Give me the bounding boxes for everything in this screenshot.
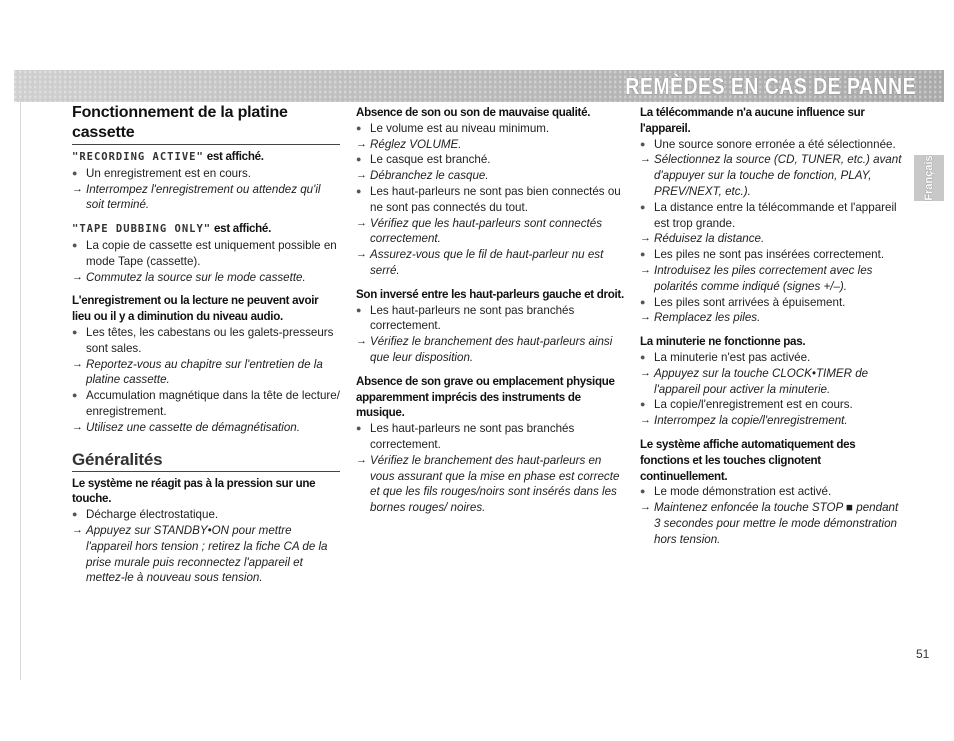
arrow-icon: → <box>72 420 83 433</box>
remedy-item <box>72 523 340 586</box>
item-text: Réglez VOLUME. <box>370 137 462 151</box>
item-list <box>72 325 340 436</box>
item-text: Appuyez sur STANDBY•ON pour mettre l'appareil hors tension ; retirez la fiche CA de la prise murale puis reconnectez l'appareil et mettez-le à nouveau sous tension. <box>86 523 328 585</box>
column-2 <box>356 103 626 516</box>
arrow-icon: → <box>356 137 367 150</box>
arrow-icon: → <box>640 366 651 379</box>
item-text: Vérifiez le branchement des haut-parleurs ainsi que leur disposition. <box>370 335 613 364</box>
remedy-item <box>356 247 626 279</box>
language-tab <box>914 155 944 201</box>
arrow-icon: → <box>356 335 367 348</box>
item-text: Commutez la source sur le mode cassette. <box>86 270 306 284</box>
bullet-icon: ● <box>640 249 646 260</box>
arrow-icon: → <box>356 169 367 182</box>
arrow-icon: → <box>72 357 83 370</box>
arrow-icon: → <box>356 248 367 261</box>
item-text: La minuterie n'est pas activée. <box>654 350 811 364</box>
cause-item <box>356 421 626 453</box>
arrow-icon: → <box>640 232 651 245</box>
item-list <box>356 303 626 366</box>
bullet-icon: ● <box>640 296 646 307</box>
item-list <box>72 238 340 285</box>
remedy-item <box>356 334 626 366</box>
bullet-icon: ● <box>72 239 78 250</box>
header-banner <box>14 70 944 102</box>
problem-heading-text: est affiché. <box>203 150 264 163</box>
item-list <box>356 421 626 516</box>
item-text: Décharge électrostatique. <box>86 508 219 522</box>
item-text: Interrompez l'enregistrement ou attendez qu'il soit terminé. <box>86 182 321 212</box>
item-text: Assurez-vous que le fil de haut-parleur nu est serré. <box>370 248 604 277</box>
problem-heading: L'enregistrement ou la lecture ne peuvent avoir lieu ou il y a diminution du niveau audio. <box>72 294 319 324</box>
arrow-icon: → <box>640 311 651 324</box>
column-3 <box>640 103 902 548</box>
item-text: Débranchez le casque. <box>370 169 489 183</box>
problem-heading-text: est affiché. <box>211 222 271 236</box>
item-text: Les haut-parleurs ne sont pas bien connectés ou ne sont pas connectés du tout. <box>370 184 621 214</box>
cause-item <box>640 247 902 263</box>
bullet-icon: ● <box>356 185 362 196</box>
remedy-item <box>640 231 902 247</box>
item-text: Vérifiez le branchement des haut-parleurs en vous assurant que la mise en phase est correcte et que les fils rouges/noirs sont insérés dans les bornes rouges/ noires. <box>370 453 620 515</box>
problem-heading: Le système affiche automatiquement des fonctions et les touches clignotent continuellement. <box>640 437 856 483</box>
item-text: Accumulation magnétique dans la tête de lecture/ enregistrement. <box>86 389 340 418</box>
problem-heading: Le système ne réagit pas à la pression sur une touche. <box>72 476 316 506</box>
item-text: Sélectionnez la source (CD, TUNER, etc.) avant d'appuyer sur la touche de fonction, PLAY, PREV/NEXT, etc.). <box>654 153 902 198</box>
cause-item <box>356 152 626 168</box>
remedy-item <box>640 413 902 429</box>
bullet-icon: ● <box>640 486 646 497</box>
item-list <box>72 507 340 586</box>
bullet-icon: ● <box>640 351 646 362</box>
cause-item <box>72 507 340 523</box>
problem-heading: Son inversé entre les haut-parleurs gauche et droit. <box>356 287 624 301</box>
remedy-item <box>356 137 626 153</box>
section-heading-cassette: Fonctionnement de la platine cassette <box>72 103 340 145</box>
item-text: Reportez-vous au chapitre sur l'entretien de la platine cassette. <box>86 357 323 387</box>
item-text: La copie/l'enregistrement est en cours. <box>654 398 853 412</box>
cause-item <box>356 184 626 216</box>
problem-heading: Absence de son ou son de mauvaise qualité. <box>356 106 591 119</box>
remedy-item <box>640 152 902 199</box>
problem-heading <box>72 221 340 238</box>
item-list <box>72 166 340 213</box>
item-text: Vérifiez que les haut-parleurs sont connectés correctement. <box>370 216 603 246</box>
arrow-icon: → <box>640 501 651 514</box>
item-text: Le casque est branché. <box>370 153 491 167</box>
cause-item <box>72 166 340 182</box>
item-text: Le volume est au niveau minimum. <box>370 121 550 135</box>
item-text: Les piles sont arrivées à épuisement. <box>654 295 846 309</box>
item-text: Le mode démonstration est activé. <box>654 485 832 499</box>
column-1 <box>72 103 340 586</box>
remedy-item <box>72 182 340 214</box>
item-text: Interrompez la copie/l'enregistrement. <box>654 414 848 428</box>
arrow-icon: → <box>72 182 83 195</box>
bullet-icon: ● <box>72 390 78 401</box>
cause-item <box>72 238 340 270</box>
item-text: Introduisez les piles correctement avec les polarités comme indiqué (signes +/–). <box>654 263 873 293</box>
cause-item <box>356 303 626 335</box>
lcd-message: "TAPE DUBBING ONLY" <box>72 223 212 236</box>
item-text: Un enregistrement est en cours. <box>86 166 251 180</box>
item-text: Une source sonore erronée a été sélectionnée. <box>654 137 896 151</box>
remedy-item <box>640 500 902 547</box>
item-text: La distance entre la télécommande et l'appareil est trop grande. <box>654 200 897 230</box>
remedy-item <box>72 357 340 389</box>
arrow-icon: → <box>356 453 367 466</box>
remedy-item <box>640 366 902 398</box>
page-title: REMÈDES EN CAS DE PANNE <box>625 73 916 99</box>
cause-item <box>640 484 902 500</box>
cause-item <box>640 295 902 311</box>
item-text: Appuyez sur la touche CLOCK•TIMER de l'appareil pour activer la minuterie. <box>654 366 869 396</box>
item-list <box>640 350 902 429</box>
item-text: Réduisez la distance. <box>654 232 765 246</box>
problem-heading: La minuterie ne fonctionne pas. <box>640 335 806 349</box>
bullet-icon: ● <box>640 201 646 212</box>
remedy-item <box>72 420 340 436</box>
page-number: 51 <box>916 647 930 661</box>
problem-heading <box>72 149 340 166</box>
section-heading-general: Généralités <box>72 450 340 472</box>
item-list <box>640 137 902 327</box>
problem-heading: Absence de son grave ou emplacement physique apparemment imprécis des instruments de musique. <box>356 374 615 420</box>
arrow-icon: → <box>640 153 651 166</box>
bullet-icon: ● <box>72 509 78 520</box>
bullet-icon: ● <box>72 167 78 178</box>
bullet-icon: ● <box>356 154 362 165</box>
arrow-icon: → <box>640 263 651 276</box>
cause-item <box>640 350 902 366</box>
remedy-item <box>356 216 626 248</box>
arrow-icon: → <box>356 216 367 229</box>
item-text: Les haut-parleurs ne sont pas branchés correctement. <box>370 422 575 451</box>
bullet-icon: ● <box>356 304 362 315</box>
item-text: La copie de cassette est uniquement possible en mode Tape (cassette). <box>86 238 337 268</box>
bullet-icon: ● <box>356 122 362 133</box>
cause-item <box>356 121 626 137</box>
cause-item <box>72 388 340 420</box>
bullet-icon: ● <box>72 326 78 337</box>
cause-item <box>72 325 340 357</box>
item-list <box>640 484 902 547</box>
item-text: Remplacez les piles. <box>654 311 761 325</box>
bullet-icon: ● <box>640 138 646 149</box>
remedy-item <box>356 168 626 184</box>
bullet-icon: ● <box>640 399 646 410</box>
problem-heading: La télécommande n'a aucune influence sur l'appareil. <box>640 106 865 135</box>
bullet-icon: ● <box>356 423 362 434</box>
arrow-icon: → <box>640 414 651 427</box>
language-tab-label: Français <box>923 155 935 201</box>
item-list <box>356 121 626 279</box>
lcd-message: "RECORDING ACTIVE" <box>72 151 204 163</box>
page-edge <box>20 70 21 680</box>
arrow-icon: → <box>72 523 83 536</box>
remedy-item <box>72 270 340 286</box>
item-text: Utilisez une cassette de démagnétisation. <box>86 420 300 434</box>
cause-item <box>640 137 902 153</box>
item-text: Maintenez enfoncée la touche STOP ■ pendant 3 secondes pour mettre le mode démonstration hors tension. <box>654 501 899 546</box>
arrow-icon: → <box>72 270 83 283</box>
item-text: Les haut-parleurs ne sont pas branchés correctement. <box>370 303 575 333</box>
item-text: Les têtes, les cabestans ou les galets-presseurs sont sales. <box>86 325 334 355</box>
remedy-item <box>640 310 902 326</box>
remedy-item <box>640 263 902 295</box>
item-text: Les piles ne sont pas insérées correctement. <box>654 248 885 262</box>
remedy-item <box>356 453 626 516</box>
cause-item <box>640 397 902 413</box>
cause-item <box>640 200 902 232</box>
